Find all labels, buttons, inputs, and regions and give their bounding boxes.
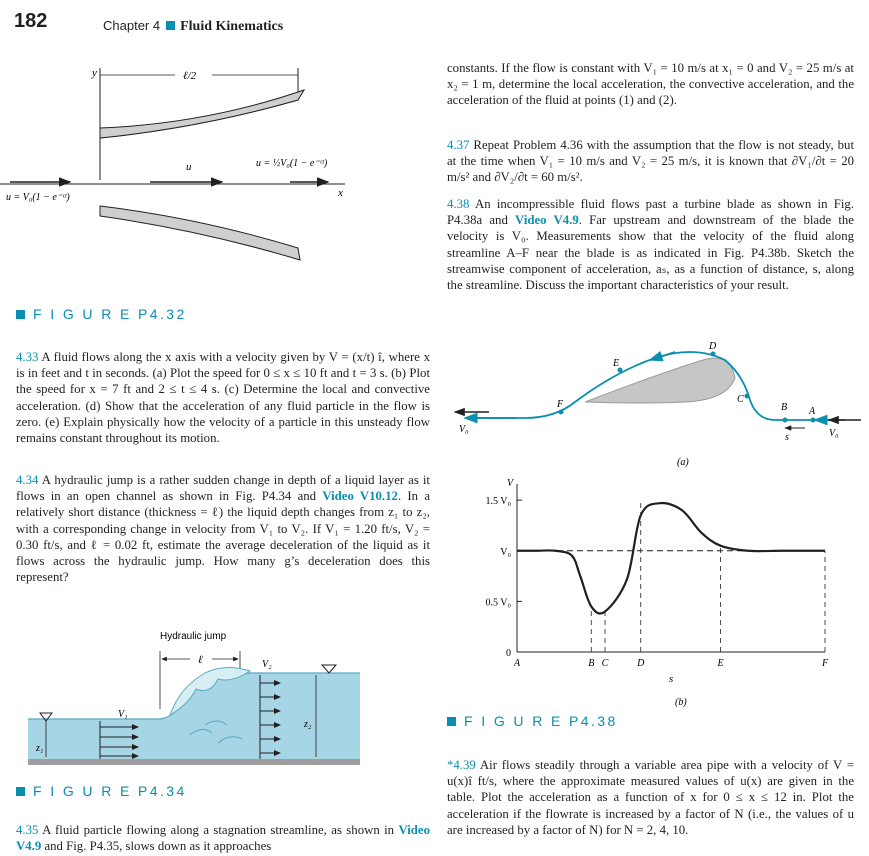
video-link[interactable]: Video V4.9 (515, 213, 579, 228)
chapter-header (103, 18, 283, 35)
problem-number: 4.33 (16, 350, 39, 364)
video-link[interactable]: Video V4.9 (16, 823, 430, 854)
chapter-title: Fluid Kinematics (180, 19, 284, 34)
problem-text: constants. If the flow is constant with V₁ = 10 m/s at x₁ = 0 and V₂ = 25 m/s at x₂ = 1 m, determine the local acceleration, the convective acceleration, and the acceleration of the fluid at points (1) and (2). (447, 61, 854, 108)
problem-text: A fluid flows along the x axis with a velocity given by V = (x/t) î, where x is in feet and t in seconds. (a) Plot the speed for 0 ≤ x ≤ 10 ft and t = 3 s. (b) Plot the speed for x = 7 ft and 2 ≤ t ≤ 4 s. (c) Determine the local and convective acceleration. (d) Show that the acceleration of any fluid particle in the flow is zero. (e) Explain physically how the velocity of a particle in this unsteady flow remains constant throughout its motion. (16, 350, 430, 446)
problem-text: Air flows steadily through a variable area pipe with a velocity of V = u(x)î ft/s, where the approximate measured values of u(x) are given in the table. Plot the acceleration as a function of x for 0 ≤ x ≤ 12 in. Plot the acceleration if the flowrate is increased by a factor of N (i.e., the values of u are increased by a factor of N) for N = 2, 4, 10. (447, 758, 854, 837)
problem-number: 4.37 (447, 138, 470, 152)
label-v0-right: V₀ (829, 428, 839, 439)
label-x: x (338, 187, 343, 199)
page-number: 182 (14, 10, 48, 32)
problem-4-33 (16, 349, 430, 446)
label-u: u (186, 161, 192, 173)
caption-number: P4.32 (138, 306, 187, 322)
caption-square-icon (16, 787, 25, 796)
point-d-label: D (709, 341, 717, 352)
problem-text: A hydraulic jump is a rather sudden change in depth of a liquid layer as it flows in an open channel as shown in Fig. P4.34 and (16, 473, 430, 504)
problem-text: An incompressible fluid flows past a turbine blade as shown in Fig. P4.38a and (447, 197, 854, 228)
point-e-label: E (613, 358, 620, 369)
figure-p4-32 (0, 58, 420, 308)
upper-wall (100, 90, 304, 138)
problem-4-34 (16, 472, 430, 585)
problem-number: 4.35 (16, 823, 39, 837)
channel-bed (28, 759, 360, 765)
caption-p4-38 (447, 713, 618, 729)
video-link[interactable]: Video V10.12 (322, 489, 398, 504)
chart-p4-38b (445, 470, 865, 710)
problem-4-36-continued (447, 60, 854, 109)
eq-inner: u = ½V₀(1 − e⁻ᶜᵗ) (256, 158, 328, 169)
y-axis-label: V (507, 478, 514, 489)
problem-text: and Fig. P4.35, slows down as it approaches (44, 839, 272, 854)
x-tick-label: B (588, 658, 595, 669)
caption-square-icon (16, 310, 25, 319)
caption-label: F I G U R E (33, 783, 132, 799)
label-s: s (785, 432, 789, 443)
caption-label: F I G U R E (33, 306, 132, 322)
problem-number: 4.38 (447, 197, 470, 211)
caption-p4-32 (16, 306, 187, 322)
x-tick-label: A (513, 658, 521, 669)
label-z1: z₁ (36, 743, 44, 754)
point-a-label: A (809, 406, 816, 417)
figure-p4-34 (0, 625, 440, 775)
chapter-prefix: Chapter 4 (103, 18, 161, 33)
label-half-length: ℓ/2 (183, 70, 197, 82)
problem-text: Repeat Problem 4.36 with the assumption that the flow is not steady, but at the time when V₁ = 10 m/s and V₂ = 25 m/s, it is known that ∂V₁/∂t = 20 m/s² and ∂V₂/∂t = 60 m/s². (447, 138, 854, 185)
surface-marker-icon (322, 665, 336, 673)
problem-text: A fluid particle flowing along a stagnation streamline, as shown in (42, 823, 395, 837)
problem-number: *4.39 (447, 758, 476, 772)
sub-label-a: (a) (677, 457, 689, 468)
lower-wall (100, 206, 300, 260)
x-tick-label: F (821, 658, 829, 669)
x-tick-label: C (601, 658, 609, 669)
x-tick-label: E (717, 658, 724, 669)
x-axis-label: s (669, 673, 674, 685)
label-v2: V₂ (262, 659, 272, 670)
y-tick-label: 1.5 V₀ (485, 496, 511, 508)
caption-number: P4.38 (569, 713, 618, 729)
caption-square-icon (447, 717, 456, 726)
problem-number: 4.34 (16, 473, 39, 487)
figure-p4-38a (445, 340, 865, 475)
point-b-label: B (781, 402, 788, 413)
caption-p4-34 (16, 783, 187, 799)
label-y: y (92, 67, 97, 79)
label-l: ℓ (198, 654, 203, 666)
problem-4-37 (447, 137, 854, 186)
label-hydraulic-jump: Hydraulic jump (160, 631, 227, 642)
y-tick-label: 0 (506, 648, 511, 659)
series-line (517, 503, 825, 614)
eq-outer: u = V₀(1 − e⁻ᶜᵗ) (6, 192, 70, 203)
y-tick-label: V₀ (500, 546, 511, 558)
problem-4-35 (16, 822, 430, 854)
y-tick-label: 0.5 V₀ (485, 597, 511, 609)
sub-label-b: (b) (675, 697, 687, 708)
point-f-label: F (557, 399, 564, 410)
x-tick-label: D (637, 658, 645, 669)
label-v1: V₁ (118, 709, 128, 720)
caption-label: F I G U R E (464, 713, 563, 729)
header-square-icon (166, 21, 175, 30)
point-c-label: C (737, 394, 744, 405)
problem-text: . In a relatively short distance (thickness = ℓ) the liquid depth changes from z₁ to z₂, with a corresponding change in velocity from V₁ to V₂. If V₁ = 1.20 ft/s, V₂ = 0.30 ft/s, and ℓ = 0.02 ft, estimate the average deceleration of the liquid as it flows across the hydraulic jump. How many g’s deceleration does this represent? (16, 489, 431, 585)
problem-4-38 (447, 196, 854, 293)
label-v0-left: V₀ (459, 424, 469, 435)
label-z2: z₂ (304, 719, 312, 730)
problem-text: . Far upstream and downstream of the blade the velocity is V₀. Measurements show that the velocity of the fluid along streamline A–F near the blade is as indicated in Fig. P4.38b. Sketch the streamwise component of acceleration, aₛ, as a function of distance, s, along the streamline. Discuss the important characteristics of your result. (447, 213, 854, 293)
problem-4-39 (447, 757, 854, 838)
caption-number: P4.34 (138, 783, 187, 799)
